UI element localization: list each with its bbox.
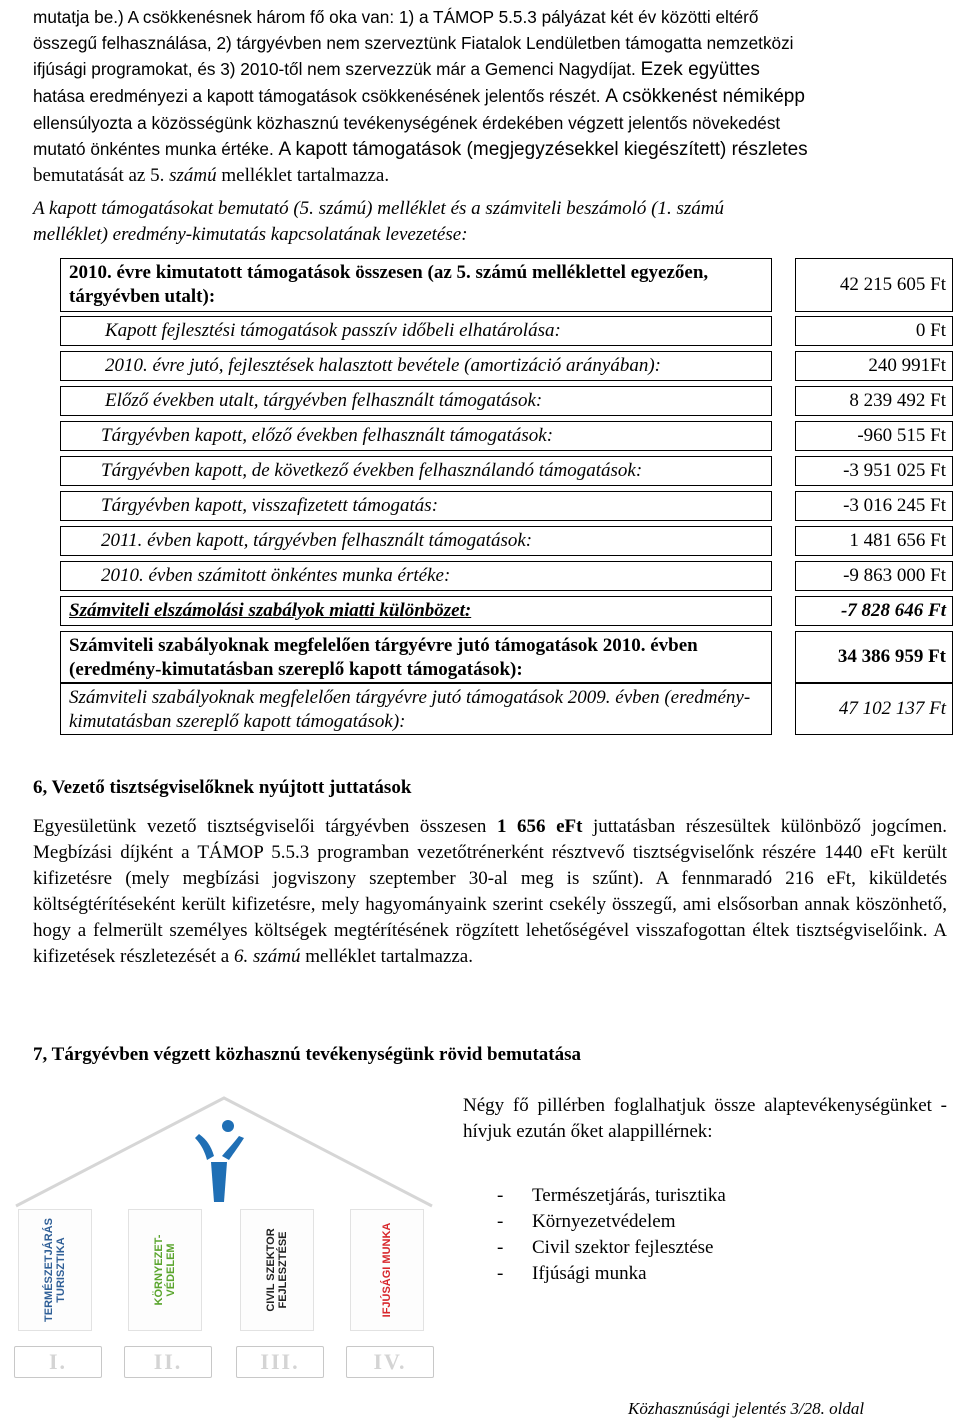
intro-line-serif: Ezek együttes bbox=[640, 59, 760, 80]
section-6-paragraph: Egyesületünk vezető tisztségviselői tárgyévben összesen 1 656 eFt juttatásban részesültek különböző jogcímen. Megbízási díjként a TÁMOP 5.5.3 programban vezetőtrénerként résztvevő tisztségviselőnk részére 1440 eFt került kifizetésre (mely megbízási jogviszony szeptember 30-al meg is szűnt). A fennmaradó 216 eFt, kiküldetés költségtérítéseként került kifizetésre, mely hagyományaink szerint csekély összegű, ami elsősorban annak köszönhető, hogy a felmerült személyes költségek megtérítésének rögzített lehetőségével visszafogottan éltek tisztségviselőink. A kifizetések részletezését a 6. számú melléklet tartalmazza. bbox=[33, 816, 948, 967]
intro-line: mutatja be.) A csökkenésnek három fő oka van: 1) a TÁMOP 5.5.3 pályázat két év közötti eltérő bbox=[33, 7, 759, 27]
row-value: 0 Ft bbox=[795, 316, 953, 346]
table-intro-line: melléklet) eredmény-kimutatás kapcsolatának levezetése: bbox=[33, 224, 468, 245]
list-item: - Ifjúsági munka bbox=[497, 1261, 726, 1287]
row-value: -3 016 245 Ft bbox=[795, 491, 953, 521]
pillar-civil-szektor: CIVIL SZEKTOR FEJLESZTÉSE bbox=[240, 1209, 314, 1331]
pillar-numeral: IV. bbox=[346, 1346, 434, 1378]
page-footer: Közhasznúsági jelentés 3/28. oldal bbox=[628, 1399, 865, 1418]
four-pillars-figure bbox=[14, 1094, 434, 1394]
intro-line: hatása eredményezi a kapott támogatások csökkenésének jelentős részét. A csökkenést némiképp bbox=[33, 86, 805, 107]
row-value: -3 951 025 Ft bbox=[795, 456, 953, 486]
list-item: - Civil szektor fejlesztése bbox=[497, 1235, 726, 1261]
table-intro bbox=[33, 196, 947, 248]
pillars-intro: Négy fő pillérben foglalhatjuk össze alaptevékenységünket - hívjuk ezután őket alappillérnek: bbox=[463, 1095, 947, 1142]
roof-icon bbox=[14, 1094, 434, 1214]
intro-line: mutató önkéntes munka értéke. A kapott támogatások (megjegyzésekkel kiegészített) részletes bbox=[33, 139, 808, 160]
row-value: -9 863 000 Ft bbox=[795, 561, 953, 591]
row-label: Tárgyévben kapott, de következő években felhasználandó támogatások: bbox=[60, 456, 772, 486]
row-value: 34 386 959 Ft bbox=[795, 631, 953, 683]
pillar-ifjusagi-munka: IFJÚSÁGI MUNKA bbox=[350, 1209, 424, 1331]
list-item: - Természetjárás, turisztika bbox=[497, 1183, 726, 1209]
row-label: Tárgyévben kapott, visszafizetett támogatás: bbox=[60, 491, 772, 521]
intro-line-serif: A kapott támogatások (megjegyzésekkel kiegészített) részletes bbox=[278, 139, 808, 160]
row-label: 2010. évben számitott önkéntes munka értéke: bbox=[60, 561, 772, 591]
intro-line: ellensúlyozta a közösségünk közhasznú tevékenységének érdekében végzett jelentős növekedést bbox=[33, 113, 781, 133]
row-label: Kapott fejlesztési támogatások passzív időbeli elhatárolása: bbox=[60, 316, 772, 346]
intro-line-serif: A csökkenést némiképp bbox=[605, 86, 805, 107]
pillar-kornyezetvedelem: KÖRNYEZET- VÉDELEM bbox=[128, 1209, 202, 1331]
row-value: 47 102 137 Ft bbox=[795, 683, 953, 735]
pillars-list bbox=[497, 1183, 726, 1287]
row-value: 42 215 605 Ft bbox=[795, 258, 953, 312]
row-label: Számviteli szabályoknak megfelelően tárgyévre jutó támogatások 2010. évben (eredmény-kimutatásban szereplő kapott támogatások): bbox=[60, 631, 772, 683]
intro-line: ifjúsági programokat, és 3) 2010-től nem szervezzük már a Gemenci Nagydíjat. Ezek együttes bbox=[33, 59, 760, 80]
pillar-numeral: III. bbox=[236, 1346, 324, 1378]
row-label: Előző években utalt, tárgyévben felhasznált támogatások: bbox=[60, 386, 772, 416]
intro-line: összegű felhasználása, 2) tárgyévben nem szerveztünk Fiatalok Lendületben támogatta nemzetközi bbox=[33, 33, 794, 53]
row-label: 2010. évre kimutatott támogatások összesen (az 5. számú melléklettel egyezően, tárgyévben utalt): bbox=[60, 258, 772, 312]
table-intro-line: A kapott támogatásokat bemutató (5. számú) melléklet és a számviteli beszámoló (1. számú bbox=[33, 198, 724, 219]
row-value: 240 991Ft bbox=[795, 351, 953, 381]
pillar-termeszetjaras: TERMÉSZETJÁRÁS TURISZTIKA bbox=[18, 1209, 92, 1331]
list-item: - Környezetvédelem bbox=[497, 1209, 726, 1235]
row-label: 2011. évben kapott, tárgyévben felhasznált támogatások: bbox=[60, 526, 772, 556]
row-label: Tárgyévben kapott, előző években felhasznált támogatások: bbox=[60, 421, 772, 451]
row-value: 1 481 656 Ft bbox=[795, 526, 953, 556]
intro-line: bemutatását az 5. számú melléklet tartalmazza. bbox=[33, 165, 390, 186]
section-6-heading: 6, Vezető tisztségviselőknek nyújtott juttatások bbox=[33, 777, 412, 798]
row-label: 2010. évre jutó, fejlesztések halasztott bevétele (amortizáció arányában): bbox=[60, 351, 772, 381]
section-7-heading: 7, Tárgyévben végzett közhasznú tevékenységünk rövid bemutatása bbox=[33, 1044, 582, 1065]
row-value: -960 515 Ft bbox=[795, 421, 953, 451]
pillar-numeral: I. bbox=[14, 1346, 102, 1378]
row-value: -7 828 646 Ft bbox=[795, 596, 953, 626]
row-value: 8 239 492 Ft bbox=[795, 386, 953, 416]
row-label: Számviteli szabályoknak megfelelően tárgyévre jutó támogatások 2009. évben (eredmény-kimutatásban szereplő kapott támogatások): bbox=[60, 683, 772, 735]
pillar-numeral: II. bbox=[124, 1346, 212, 1378]
row-label: Számviteli elszámolási szabályok miatti különbözet: bbox=[60, 596, 772, 626]
intro-paragraph bbox=[33, 4, 947, 189]
